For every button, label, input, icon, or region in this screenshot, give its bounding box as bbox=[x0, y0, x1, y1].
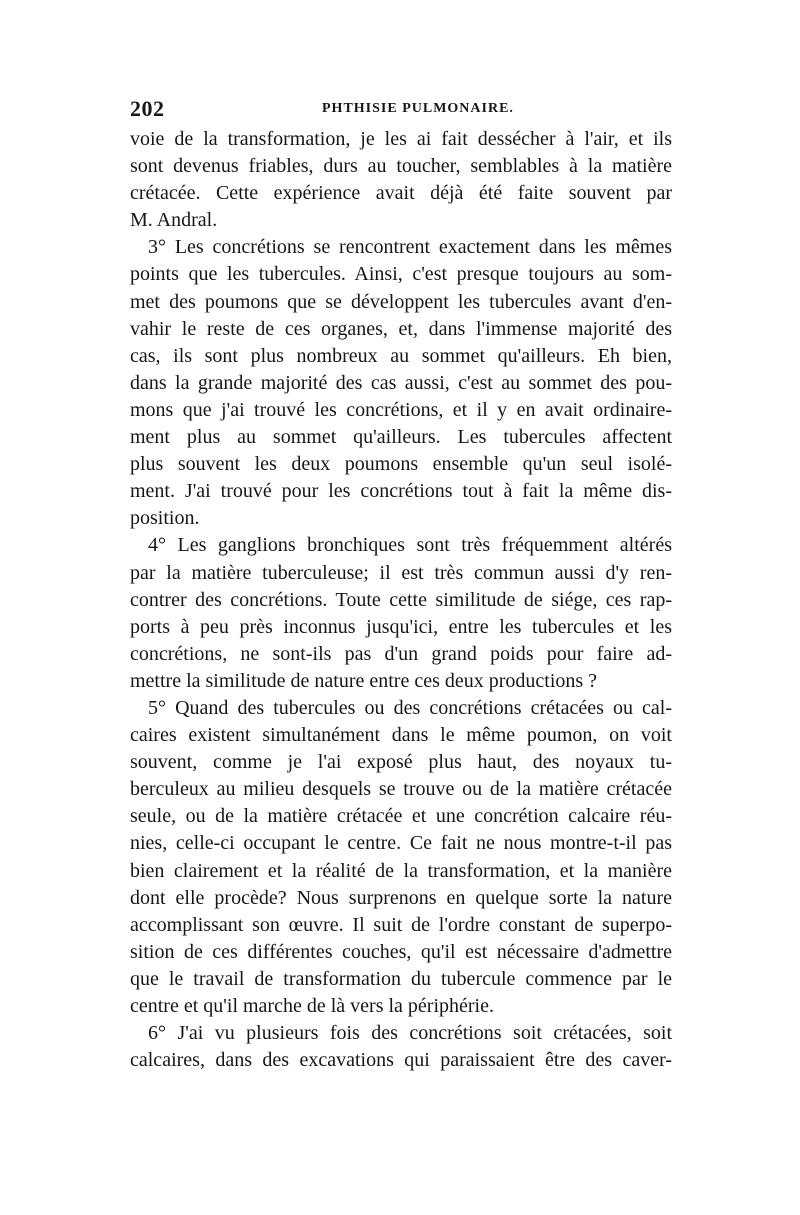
text-line: bien clairement et la réalité de la transformation, et la manière bbox=[130, 859, 672, 882]
text-line: 4° Les ganglions bronchiques sont très fréquemment altérés bbox=[148, 534, 672, 557]
text-line: que le travail de transformation du tubercule commence par le bbox=[130, 967, 672, 990]
text-line: accomplissant son œuvre. Il suit de l'ordre constant de superpo- bbox=[130, 913, 672, 936]
text-line: berculeux au milieu desquels se trouve ou de la matière crétacée bbox=[130, 778, 672, 801]
text-line: 6° J'ai vu plusieurs fois des concrétions soit crétacées, soit bbox=[148, 1022, 672, 1045]
text-line: dans la grande majorité des cas aussi, c'est au sommet des pou- bbox=[130, 371, 672, 394]
text-line: M. Andral. bbox=[130, 209, 218, 232]
text-line: plus souvent les deux poumons ensemble qu'un seul isolé- bbox=[130, 453, 672, 476]
header-title: PHTHISIE PULMONAIRE. bbox=[322, 101, 514, 116]
body-text bbox=[130, 126, 672, 1074]
text-line: sition de ces différentes couches, qu'il est nécessaire d'admettre bbox=[130, 940, 672, 963]
text-line: 3° Les concrétions se rencontrent exactement dans les mêmes bbox=[148, 236, 672, 259]
text-line: 5° Quand des tubercules ou des concrétions crétacées ou cal- bbox=[148, 696, 672, 719]
page-number: 202 bbox=[130, 96, 165, 121]
running-head bbox=[130, 96, 675, 126]
text-line: caires existent simultanément dans le même poumon, on voit bbox=[130, 724, 672, 747]
text-line: concrétions, ne sont-ils pas d'un grand poids pour faire ad- bbox=[130, 642, 672, 665]
text-line: ment. J'ai trouvé pour les concrétions tout à fait la même dis- bbox=[130, 480, 672, 503]
text-line: centre et qu'il marche de là vers la périphérie. bbox=[130, 995, 494, 1017]
text-line: met des poumons que se développent les tubercules avant d'en- bbox=[130, 290, 672, 313]
text-line: calcaires, dans des excavations qui paraissaient être des caver- bbox=[130, 1049, 672, 1072]
text-line: ment plus au sommet qu'ailleurs. Les tubercules affectent bbox=[130, 426, 672, 449]
text-line: mettre la similitude de nature entre ces deux productions ? bbox=[130, 669, 598, 692]
text-line: cas, ils sont plus nombreux au sommet qu'ailleurs. Eh bien, bbox=[130, 344, 672, 367]
text-line: position. bbox=[130, 507, 200, 530]
text-line: contrer des concrétions. Toute cette similitude de siége, ces rap- bbox=[130, 588, 672, 611]
text-line: ports à peu près inconnus jusqu'ici, entre les tubercules et les bbox=[130, 615, 672, 638]
text-line: mons que j'ai trouvé les concrétions, et il y en avait ordinaire- bbox=[130, 398, 672, 421]
text-line: par la matière tuberculeuse; il est très commun aussi d'y ren- bbox=[130, 561, 672, 584]
text-line: seule, ou de la matière crétacée et une concrétion calcaire réu- bbox=[130, 805, 672, 828]
text-line: voie de la transformation, je les ai fait dessécher à l'air, et ils bbox=[130, 128, 672, 150]
text-line: vahir le reste de ces organes, et, dans l'immense majorité des bbox=[130, 317, 672, 340]
text-line: nies, celle-ci occupant le centre. Ce fait ne nous montre-t-il pas bbox=[130, 832, 672, 855]
text-line: crétacée. Cette expérience avait déjà été faite souvent par bbox=[130, 182, 672, 205]
text-line: points que les tubercules. Ainsi, c'est presque toujours au som- bbox=[130, 263, 672, 286]
text-line: sont devenus friables, durs au toucher, semblables à la matière bbox=[130, 155, 672, 178]
text-line: souvent, comme je l'ai exposé plus haut, des noyaux tu- bbox=[130, 751, 672, 774]
text-line: dont elle procède? Nous surprenons en quelque sorte la nature bbox=[130, 886, 672, 909]
